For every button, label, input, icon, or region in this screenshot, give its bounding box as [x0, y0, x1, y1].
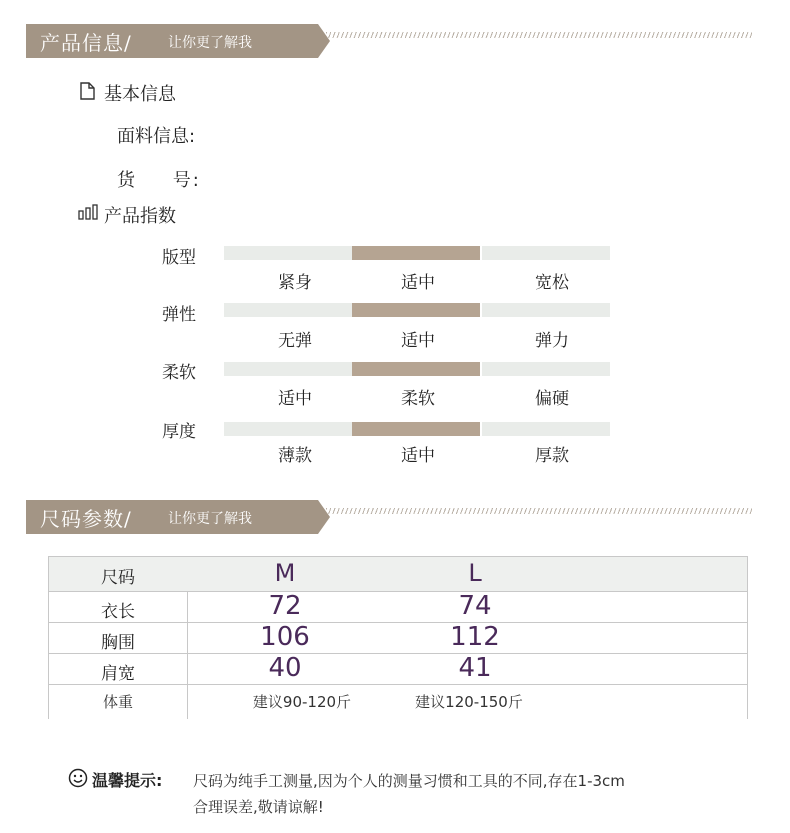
header-label: 尺码: [101, 568, 135, 588]
row-value-m: 40: [268, 653, 302, 683]
tip-line-2: 合理误差,敬请谅解!: [193, 798, 324, 816]
banner-notch: [318, 500, 330, 534]
scale-segment: [224, 422, 352, 436]
scale-segment-selected: [352, 303, 480, 317]
section-subtitle: 让你更了解我: [168, 511, 252, 527]
scale-option-label: 偏硬: [535, 389, 569, 409]
scale-option-label: 适中: [401, 331, 435, 351]
size-table: [48, 556, 748, 719]
section-title: 尺码参数/: [40, 507, 132, 531]
sku-label: 货 号:: [117, 170, 201, 191]
scale-segment: [482, 303, 610, 317]
index-row-label: 弹性: [162, 305, 196, 325]
scale-option-label: 无弹: [278, 331, 312, 351]
index-row-label: 柔软: [162, 363, 196, 383]
scale-option-label: 厚款: [535, 446, 569, 466]
scale-option-label: 紧身: [278, 273, 312, 293]
index-row-label: 厚度: [162, 422, 196, 442]
tip-line-1: 尺码为纯手工测量,因为个人的测量习惯和工具的不同,存在1-3cm: [193, 772, 625, 790]
banner-divider: [326, 32, 752, 38]
scale-option-label: 适中: [278, 389, 312, 409]
table-divider: [49, 591, 747, 592]
bar-chart-icon: [78, 204, 98, 220]
row-label: 肩宽: [101, 664, 135, 684]
section-subtitle: 让你更了解我: [168, 35, 252, 51]
scale-segment: [482, 422, 610, 436]
row-value-l: 112: [450, 622, 500, 652]
basic-info-heading: 基本信息: [104, 84, 176, 105]
scale-option-label: 柔软: [401, 389, 435, 409]
row-value-l: 41: [458, 653, 492, 683]
index-row-label: 版型: [162, 248, 196, 268]
row-value-l: 建议120-150斤: [415, 693, 523, 711]
banner-notch: [318, 24, 330, 58]
row-label: 体重: [102, 693, 134, 711]
section-banner-size-params: [26, 500, 318, 534]
scale-segment: [482, 362, 610, 376]
section-title: 产品信息/: [40, 31, 132, 55]
table-divider: [49, 622, 747, 623]
scale-option-label: 薄款: [278, 446, 312, 466]
document-icon: [80, 82, 95, 100]
row-label: 胸围: [101, 633, 135, 653]
row-value-m: 106: [260, 622, 310, 652]
fabric-info-label: 面料信息:: [117, 126, 196, 147]
banner-divider: [326, 508, 752, 514]
scale-option-label: 适中: [401, 273, 435, 293]
row-label: 衣长: [101, 602, 135, 622]
scale-segment-selected: [352, 362, 480, 376]
table-divider: [49, 684, 747, 685]
product-index-heading: 产品指数: [104, 206, 176, 227]
size-l-header: L: [468, 559, 482, 587]
section-banner-product-info: [26, 24, 318, 58]
scale-option-label: 宽松: [535, 273, 569, 293]
scale-segment-selected: [352, 422, 480, 436]
scale-segment: [224, 246, 352, 260]
row-value-m: 72: [268, 591, 302, 621]
scale-option-label: 适中: [401, 446, 435, 466]
scale-option-label: 弹力: [535, 331, 569, 351]
tip-label: 温馨提示:: [92, 771, 163, 790]
scale-segment-selected: [352, 246, 480, 260]
table-divider: [49, 653, 747, 654]
table-header: [49, 557, 747, 591]
scale-segment: [224, 362, 352, 376]
scale-segment: [224, 303, 352, 317]
scale-segment: [482, 246, 610, 260]
row-value-m: 建议90-120斤: [252, 693, 352, 711]
table-column-divider: [187, 591, 188, 719]
row-value-l: 74: [458, 591, 492, 621]
smiley-icon: [68, 768, 88, 788]
size-m-header: M: [274, 559, 296, 587]
